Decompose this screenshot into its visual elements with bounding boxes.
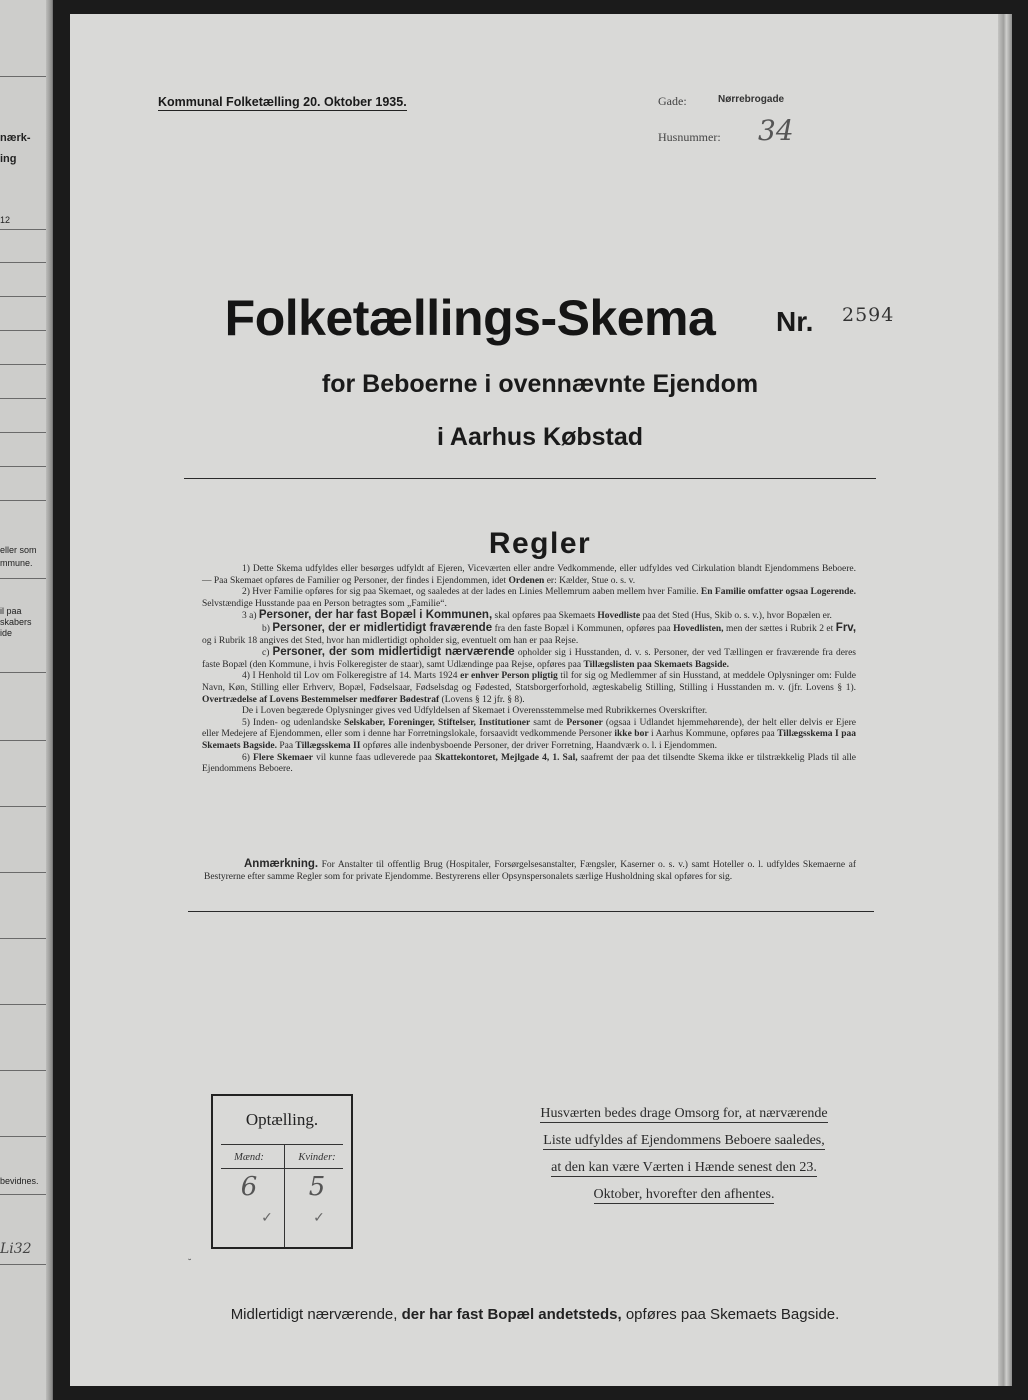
left-rule [0,1264,46,1265]
rule-6: 6) Flere Skemaer vil kunne faas udleverede paa Skattekontoret, Mejlgade 4, 1. Sal, saafremt der paa det tilsendte Skema ikke er tilstrækkelig Plads til alle Ejendommens Beboere. [202,752,857,775]
rules-body [202,564,856,776]
left-fragment-text: 12 [0,215,11,225]
census-form-page [70,14,998,1386]
left-rule [0,500,46,501]
left-fragment-text: eller som [0,545,37,555]
page-edge [998,14,1012,1386]
left-fragment-text: nærk- [0,132,31,144]
left-page-fragment [0,0,53,1400]
rule-4: 4) I Henhold til Lov om Folkeregistre af 14. Marts 1924 er enhver Person pligtig til for sig og Medlemmer af sin Husstand, at meddele Oplysninger om: Fulde Navn, Køn, Stilling eller Erhverv, Bopæl, Fødselsaar, Fødselsdag og Fødested, Statsborgerforhold, ægteskabelig Stilling, Stilling i Husstanden m. v. (jfr. Lovens § 1). Overtrædelse af Lovens Bestemmelser medfører Bødestraf (Lovens § 12 jfr. § 8). [202,671,857,705]
left-rule [0,1136,46,1137]
left-fragment-text: bevidnes. [0,1176,39,1186]
left-rule [0,1004,46,1005]
men-count: 6 [240,1172,258,1202]
men-label: Mænd: [234,1152,264,1163]
rules-heading: Regler [488,527,592,560]
left-rule [0,740,46,741]
house-number-label: Husnummer: [658,130,721,144]
rule-3c: c) Personer, der som midlertidigt nærværende opholder sig i Husstanden, d. v. s. Personer, der ved Tællingen er fraværende fra deres faste Bopæl (den Kommune, i hvis Folkeregister de staar), samt Udlændinge paa Rejse, opføres paa Tillægslisten paa Skemaets Bagside. [202,646,856,670]
women-label: Kvinder: [298,1152,336,1163]
left-rule [0,229,46,230]
left-rule [0,330,46,331]
landlord-instructions [508,1100,860,1208]
rule-3a: 3 a) Personer, der har fast Bopæl i Kommunen, skal opføres paa Skemaets Hovedliste paa det Sted (Hus, Skib o. s. v.), hvor Bopælen er. [242,609,832,622]
rule-2: 2) Hver Familie opføres for sig paa Skemaet, og saaledes at der lades en Linies Mellemrum aaben mellem hver Familie. En Familie omfatter ogsaa Logerende. Selvstændige Husstande paa en Person betragtes som „Familie“. [202,587,857,609]
left-rule [0,76,46,77]
street-label: Gade: [658,94,687,108]
left-fragment-text: ide [0,628,13,638]
form-number-label: Nr. [776,306,814,337]
annotation-text: For Anstalter til offentlig Brug (Hospitaler, Forsørgelsesanstalter, Fængsler, Kaserner o. s. v.) samt Hoteller o. l. udfyldes Skemaerne af Bestyrerne efter samme Regler som for private Ejendomme. Bestyrerens eller Opsynspersonalets særlige Husholdning skal opføres for sig. [204,860,857,882]
left-fragment-text: mmune. [0,558,33,568]
left-rule [0,262,46,263]
left-rule [0,466,46,467]
left-rule [0,938,46,939]
men-check-mark: ✓ [261,1210,273,1226]
divider [184,478,876,479]
street-value: Nørrebrogade [718,94,785,105]
form-subtitle-city: i Aarhus Købstad [436,423,644,451]
women-count: 5 [308,1172,326,1202]
form-subtitle: for Beboerne i ovennævnte Ejendom [321,370,759,398]
left-rule [0,364,46,365]
women-check-mark: ✓ [313,1210,325,1226]
landlord-line: Oktober, hvorefter den afhentes. [593,1187,775,1202]
left-fragment-text: skabers [0,617,32,627]
house-number-value: 34 [758,114,794,147]
form-title: Folketællings-Skema [224,290,716,346]
left-rule [0,806,46,807]
left-rule [0,672,46,673]
left-fragment-text: ing [0,153,17,165]
count-box-rule [221,1144,343,1145]
annotation-label: Anmærkning. [244,858,319,870]
rule-5: 5) Inden- og udenlandske Selskaber, Foreninger, Stiftelser, Institutioner samt de Personer (ogsaa i Udlandet hjemmehørende), der helt eller delvis er Ejere eller Medejere af Ejendommen, eller som i denne har Forretningslokale, forsaavidt vedkommende Personer ikke bor i Aarhus Kommune, opføres paa Tillægsskema I paa Skemaets Bagside. Paa Tillægsskema II opføres alle indenbysboende Personer, der driver Forretning, Haandværk o. l. i Ejendommen. [202,717,857,751]
left-rule [0,1070,46,1071]
left-rule [0,296,46,297]
landlord-line: at den kan være Værten i Hænde senest den 23. [551,1160,817,1175]
rule-4-continued: De i Loven begærede Oplysninger gives ved Udfyldelsen af Skemaet i Overensstemmelse med Rubrikkernes Overskrifter. [242,706,708,717]
left-fragment-handwriting: Li32 [0,1241,32,1257]
count-box [211,1094,353,1249]
footer-note: Midlertidigt nærværende, der har fast Bopæl andetsteds, opføres paa Skemaets Bagside. [230,1306,840,1323]
stray-mark: ˘ [188,1258,192,1269]
left-rule [0,1194,46,1195]
annotation-note [204,858,856,883]
page-gutter [46,0,52,1400]
count-box-column-divider [284,1144,285,1247]
left-rule [0,432,46,433]
landlord-line: Husværten bedes drage Omsorg for, at nærværende [540,1106,828,1121]
count-box-rule [221,1168,343,1169]
census-title: Kommunal Folketælling 20. Oktober 1935. [158,95,407,109]
rule-3b: b) Personer, der er midlertidigt fraværende fra den faste Bopæl i Kommunen, opføres paa Hovedlisten, men der sættes i Rubrik 2 et Frv, og i Rubrik 18 angives det Sted, hvor han midlertidigt opholder sig, eventuelt om han er paa Rejse. [202,621,857,646]
divider [188,911,874,912]
form-number-value: 2594 [842,304,895,326]
left-fragment-text: il paa [0,606,22,616]
left-rule [0,398,46,399]
count-box-title: Optælling. [245,1110,319,1129]
landlord-line: Liste udfyldes af Ejendommens Beboere saaledes, [543,1133,825,1148]
left-rule [0,578,46,579]
rule-1: 1) Dette Skema udfyldes eller besørges udfyldt af Ejeren, Viceværten eller andre Vedkommende, eller udfyldes ved Cirkulation blandt Ejendommens Beboere. — Paa Skemaet opføres de Familier og Personer, der findes i Ejendommen, idet Ordenen er: Kælder, Stue o. s. v. [202,564,856,586]
left-rule [0,872,46,873]
